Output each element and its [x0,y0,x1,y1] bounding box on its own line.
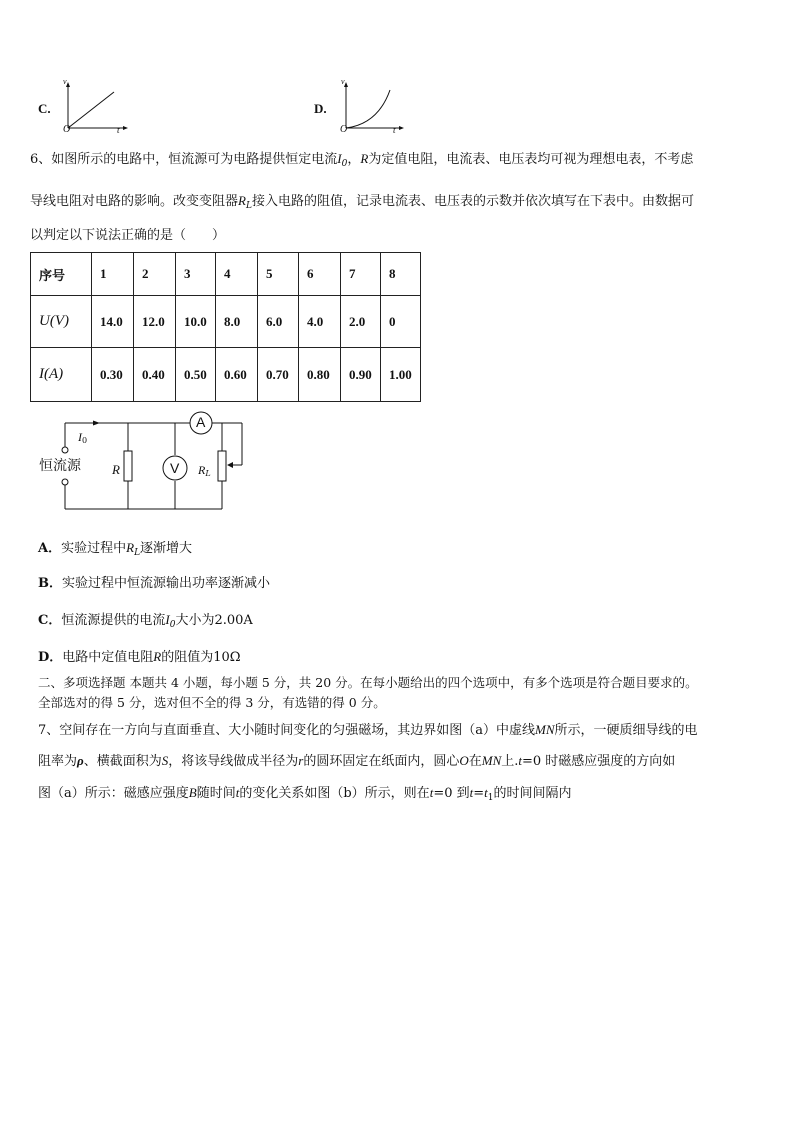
table-row-header [31,253,421,296]
table-cell: U(V) [31,296,92,348]
option-d: D．电路中定值电阻R的阻值为10Ω [38,649,241,665]
table-cell: 4.0 [299,296,341,348]
q7-line3: 图（a）所示：磁感应强度B随时间t的变化关系如图（b）所示，则在t=0 到$t=t_1$的时间间隔内 [38,785,572,803]
graph-c-line [68,92,114,128]
graph-d-x-arrow [399,126,404,130]
terminal-top [62,447,68,453]
table-cell: 8.0 [216,296,258,348]
table-cell: 0.70 [258,348,299,402]
table-cell: 12.0 [134,296,176,348]
graph-d-v: v [341,77,345,86]
table-cell: 0.60 [216,348,258,402]
table-row-u [31,296,421,348]
voltmeter-label: V [170,460,180,476]
table-cell: 10.0 [176,296,216,348]
resistor-r [124,451,132,481]
graph-c-v: v [63,77,67,86]
option-a: A．实验过程中$R_L$逐渐增大 [38,540,193,558]
section2-line2: 全部选对的得 5 分，选对但不全的得 3 分，有选错的得 0 分。 [38,695,386,710]
table-cell: 6 [299,253,341,296]
table-cell: 0.50 [176,348,216,402]
option-b: B．实验过程中恒流源输出功率逐渐减小 [38,576,271,591]
q6-line2: 导线电阻对电路的影响。改变变阻器$R_L$接入电路的阻值，记录电流表、电压表的示数并依次填写在下表中。由数据可 [30,193,694,211]
option-c-label: C. [38,101,51,116]
current-arrow [93,421,100,426]
table-cell: I(A) [31,348,92,402]
circuit-i0-label: I0 [78,430,88,445]
graph-c-o: O [63,124,71,135]
table-cell: 0.40 [134,348,176,402]
rheostat-rl [218,451,226,481]
table-cell: 3 [176,253,216,296]
circuit-r-label: R [112,462,120,477]
table-cell: 14.0 [92,296,134,348]
table-cell: 0 [381,296,421,348]
table-cell: 0.90 [341,348,381,402]
q6-data-table [30,252,421,402]
table-cell: 7 [341,253,381,296]
table-cell: 8 [381,253,421,296]
table-cell: 2.0 [341,296,381,348]
q6-line3: 以判定以下说法正确的是（ ） [30,228,226,243]
option-d-label: D. [314,101,327,116]
table-row-i [31,348,421,402]
table-cell: 5 [258,253,299,296]
section2-line1: 二、多项选择题 本题共 4 小题，每小题 5 分，共 20 分。在每小题给出的四个选项中，有多个选项是符合题目要求的。 [38,675,698,690]
q6-line1: 6、如图所示的电路中，恒流源可为电路提供恒定电流$I_0$，R为定值电阻，电流表、电压表均可视为理想电表，不考虑 [30,151,694,169]
graph-d-curve [346,90,390,128]
source-label: 恒流源 [39,458,81,474]
table-cell: 2 [134,253,176,296]
q7-line2: 阻率为ρ、横截面积为S，将该导线做成半径为r的圆环固定在纸面内，圆心O在MN上.t=0 时磁感应强度的方向如 [38,753,676,769]
table-cell: 0.30 [92,348,134,402]
graph-c-t: t [117,125,120,135]
graph-d [338,80,408,136]
circuit-rl-label: RL [198,463,211,478]
ammeter-label: A [196,414,206,430]
graph-c-x-arrow [123,126,128,130]
table-cell: 6.0 [258,296,299,348]
terminal-bottom [62,479,68,485]
option-c: C．恒流源提供的电流$I_0$大小为2.00A [38,612,253,630]
table-cell: 0.80 [299,348,341,402]
graph-d-t: t [393,125,396,135]
table-cell: 4 [216,253,258,296]
table-cell: 1 [92,253,134,296]
q7-line1: 7、空间存在一方向与直面垂直、大小随时间变化的匀强磁场，其边界如图（a）中虚线MN所示，一硬质细导线的电 [38,722,698,738]
slider-arrow [227,462,233,468]
table-cell: 序号 [31,253,92,296]
graph-d-o: O [340,124,348,135]
table-cell: 1.00 [381,348,421,402]
